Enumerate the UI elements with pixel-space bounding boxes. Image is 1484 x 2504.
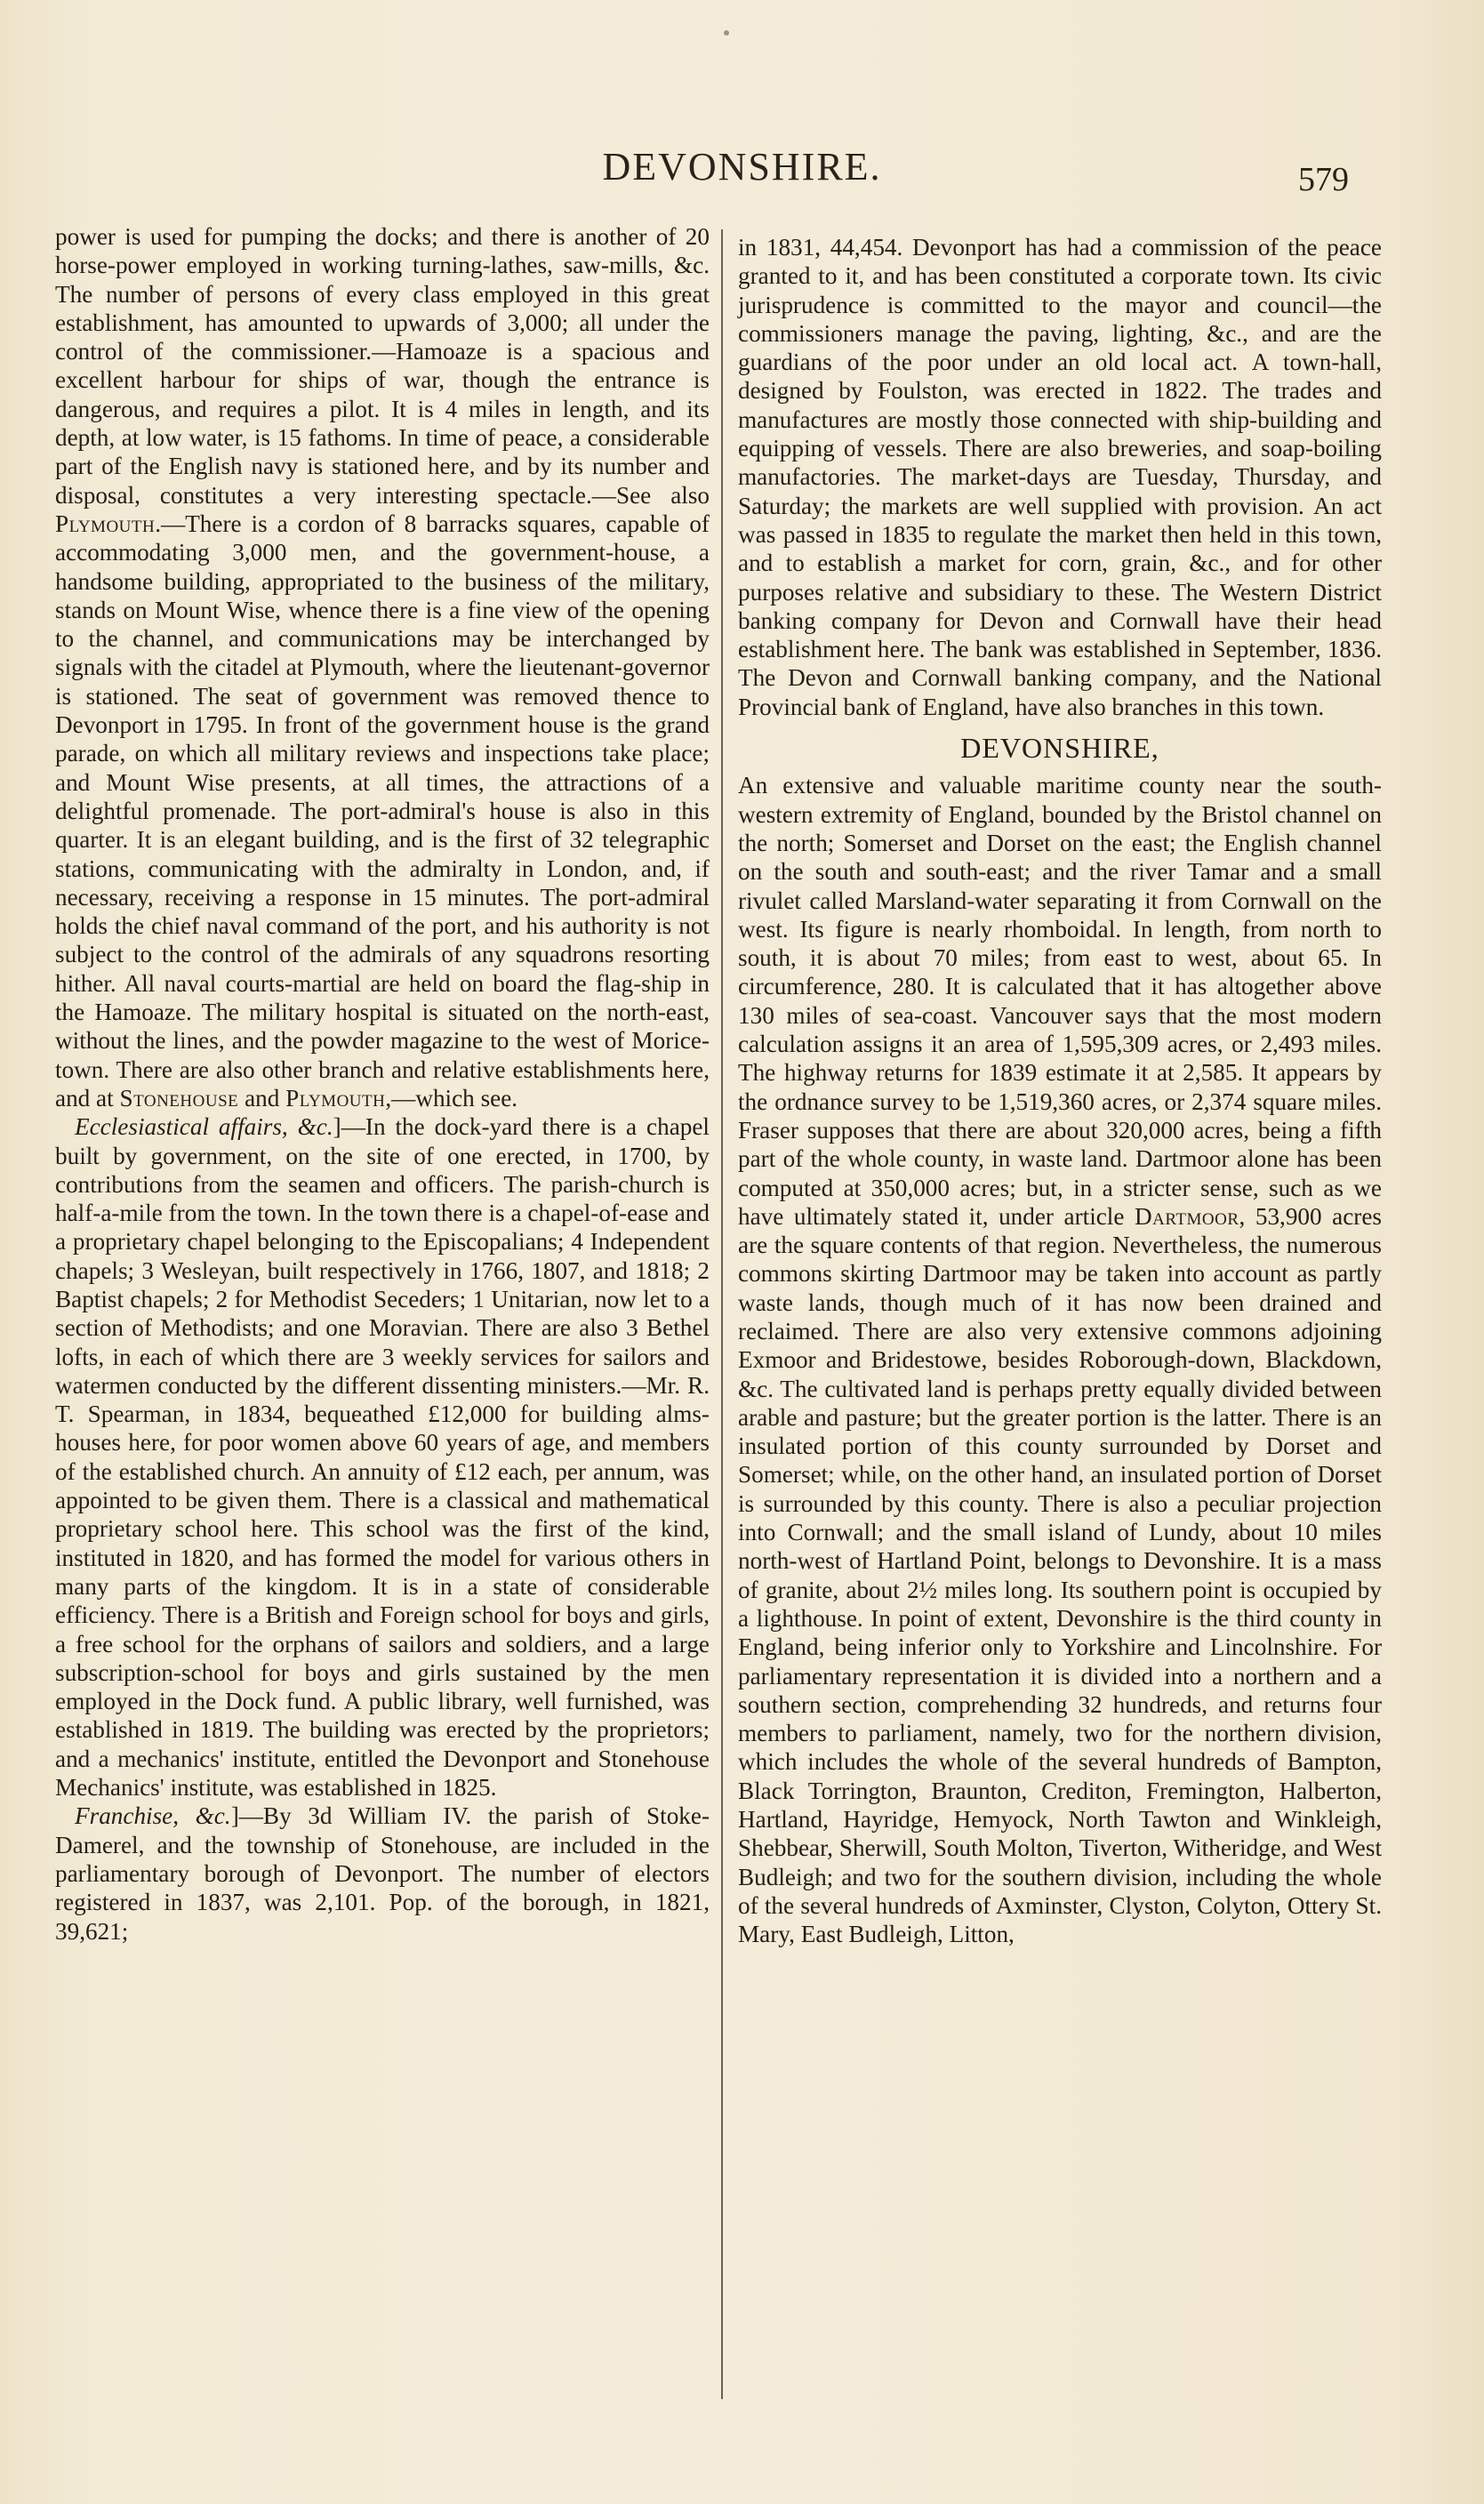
section-lead-ecclesiastical: Ecclesiastical affairs, &c. [75, 1113, 333, 1141]
cross-reference-plymouth: Plymouth [55, 510, 156, 537]
left-paragraph-1 [55, 222, 710, 1112]
text-run: ,—which see. [385, 1084, 518, 1112]
cross-reference-plymouth-2: Plymouth [285, 1084, 386, 1112]
right-paragraph-devonshire [738, 771, 1382, 1948]
text-run: .—There is a cordon of 8 barracks squares, capable of accommodating 3,000 men, and the government-house, a handsome building, appropriated to the business of the military, stands on Mount Wise, whence there is a fine view of the opening to the channel, and communications may be interchanged by signals with the citadel at Plymouth, where the lieutenant-governor is stationed. The seat of government was removed thence to Devonport in 1795. In front of the government house is the grand parade, on which all military reviews and inspections take place; and Mount Wise presents, at all times, the attractions of a delightful promenade. The port-admiral's house is also in this quarter. It is an elegant building, and is the first of 32 telegraphic stations, communicating with the admiralty in London, and, if necessary, receiving a response in 15 minutes. The port-admiral holds the chief naval command of the port, and his authority is not subject to the control of the admirals of any squadrons resorting hither. All naval courts-martial are held on board the flag-ship in the Hamoaze. The military hospital is situated on the north-east, without the lines, and the powder magazine to the west of Morice-town. There are also other branch and relative establishments here, and at [55, 510, 710, 1112]
text-run: and [238, 1084, 286, 1112]
text-run: ]—By 3d William IV. the parish of Stoke-Damerel, and the township of Stonehouse, are included in the parliamentary borough of Devonport. The number of electors registered in 1837, was 2,101. Pop. of the borough, in 1821, 39,621; [55, 1802, 710, 1945]
text-run: An extensive and valuable maritime county near the south-western extremity of England, bounded by the Bristol channel on the north; Somerset and Dorset on the east; the English channel on the south and south-east; and the river Tamar and a small rivulet called Marsland-water separating it from Cornwall on the west. Its figure is nearly rhomboidal. In length, from north to south, it is about 70 miles; from east to west, about 65. In circumference, 280. It is calculated that it has altogether above 130 miles of sea-coast. Vancouver says that the most modern calculation assigns it an area of 1,595,309 acres, or 2,493 miles. The highway returns for 1839 estimate it at 2,585. It appears by the ordnance survey to be 1,519,360 acres, or 2,374 square miles. Fraser supposes that there are about 320,000 acres, being a fifth part of the whole county, in waste land. Dartmoor alone has been computed at 350,000 acres; but, in a stricter sense, such as we have ultimately stated it, under article [738, 772, 1382, 1230]
printer-mark [724, 30, 729, 36]
left-paragraph-ecclesiastical [55, 1112, 710, 1802]
article-heading: DEVONSHIRE, [960, 732, 1159, 765]
page-number: 579 [1298, 161, 1349, 198]
text-run: , 53,900 acres are the square contents of that region. Nevertheless, the numerous commons skirting Dartmoor may be taken into account as partly waste lands, though much of it has now been drained and reclaimed. There are also very extensive commons adjoining Exmoor and Bridestowe, besides Roborough-down, Blackdown, &c. The cultivated land is perhaps pretty equally divided between arable and pasture; but the greater portion is the latter. There is an insulated portion of this county surrounded by Dorset and Somerset; while, on the other hand, an insulated portion of Dorset is surrounded by this county. There is also a peculiar projection into Cornwall; and the small island of Lundy, about 10 miles north-west of Hartland Point, belongs to Devonshire. It is a mass of granite, about 2½ miles long. Its southern point is occupied by a lighthouse. In point of extent, Devonshire is the third county in England, being inferior only to Yorkshire and Lincolnshire. For parliamentary representation it is divided into a northern and a southern section, comprehending 32 hundreds, and returns four members to parliament, namely, two for the northern division, which includes the whole of the several hundreds of Bampton, Black Torrington, Braunton, Crediton, Fremington, Halberton, Hartland, Hayridge, Hemyock, North Tawton and Winkleigh, Shebbear, Sherwill, South Molton, Tiverton, Witheridge, and West Budleigh; and two for the southern division, including the whole of the several hundreds of Axminster, Clyston, Colyton, Ottery St. Mary, East Budleigh, Litton, [738, 1202, 1382, 1948]
cross-reference-stonehouse: Stonehouse [119, 1084, 239, 1112]
left-paragraph-franchise [55, 1802, 710, 1945]
text-run: power is used for pumping the docks; and there is another of 20 horse-power employed in working turning-lathes, saw-mills, &c. The number of persons of every class employed in this great establishment, has amounted to upwards of 3,000; all under the control of the commissioner.—Hamoaze is a spacious and excellent harbour for ships of war, though the entrance is dangerous, and requires a pilot. It is 4 miles in length, and its depth, at low water, is 15 fathoms. In time of peace, a considerable part of the English navy is stationed here, and by its number and disposal, constitutes a very interesting spectacle.—See also [55, 223, 710, 509]
column-divider [721, 229, 723, 2399]
running-head: DEVONSHIRE. [602, 145, 882, 189]
section-lead-franchise: Franchise, &c. [75, 1802, 231, 1830]
right-paragraph-1 [738, 233, 1382, 721]
cross-reference-dartmoor: Dartmoor [1134, 1202, 1239, 1230]
text-run: in 1831, 44,454. Devonport has had a commission of the peace granted to it, and has been constituted a corporate town. Its civic jurisprudence is committed to the mayor and council—the commissioners manage the paving, lighting, &c., and are the guardians of the poor under an old local act. A town-hall, designed by Foulston, was erected in 1822. The trades and manufactures are mostly those connected with ship-building and equipping of vessels. There are also breweries, and soap-boiling manufactories. The market-days are Tuesday, Thursday, and Saturday; the markets are well supplied with provision. An act was passed in 1835 to regulate the market then held in this town, and to establish a market for corn, grain, &c., and for other purposes relative and subsidiary to these. The Western District banking company for Devon and Cornwall have their head establishment here. The bank was established in September, 1836. The Devon and Cornwall banking company, and the National Provincial bank of England, have also branches in this town. [738, 234, 1382, 720]
text-run: ]—In the dock-yard there is a chapel built by government, on the site of one erected, in 1700, by contributions from the seamen and officers. The parish-church is half-a-mile from the town. In the town there is a chapel-of-ease and a proprietary chapel belonging to the Episcopalians; 4 Independent chapels; 3 Wesleyan, built respectively in 1766, 1807, and 1818; 2 Baptist chapels; 2 for Methodist Seceders; 1 Unitarian, now let to a section of Methodists; and one Moravian. There are also 3 Bethel lofts, in each of which there are 3 weekly services for sailors and watermen conducted by the different dissenting ministers.—Mr. R. T. Spearman, in 1834, bequeathed £12,000 for building alms-houses here, for poor women above 60 years of age, and members of the established church. An annuity of £12 each, per annum, was appointed to be given them. There is a classical and mathematical proprietary school here. This school was the first of the kind, instituted in 1820, and has formed the model for various others in many parts of the kingdom. It is in a state of considerable efficiency. There is a British and Foreign school for boys and girls, a free school for the orphans of sailors and soldiers, and a large subscription-school for boys and girls sustained by the men employed in the Dock fund. A public library, well furnished, was established in 1819. The building was erected by the proprietors; and a mechanics' institute, entitled the Devonport and Stonehouse Mechanics' institute, was established in 1825. [55, 1113, 710, 1802]
left-column [55, 222, 710, 1946]
right-column [738, 233, 1382, 1949]
